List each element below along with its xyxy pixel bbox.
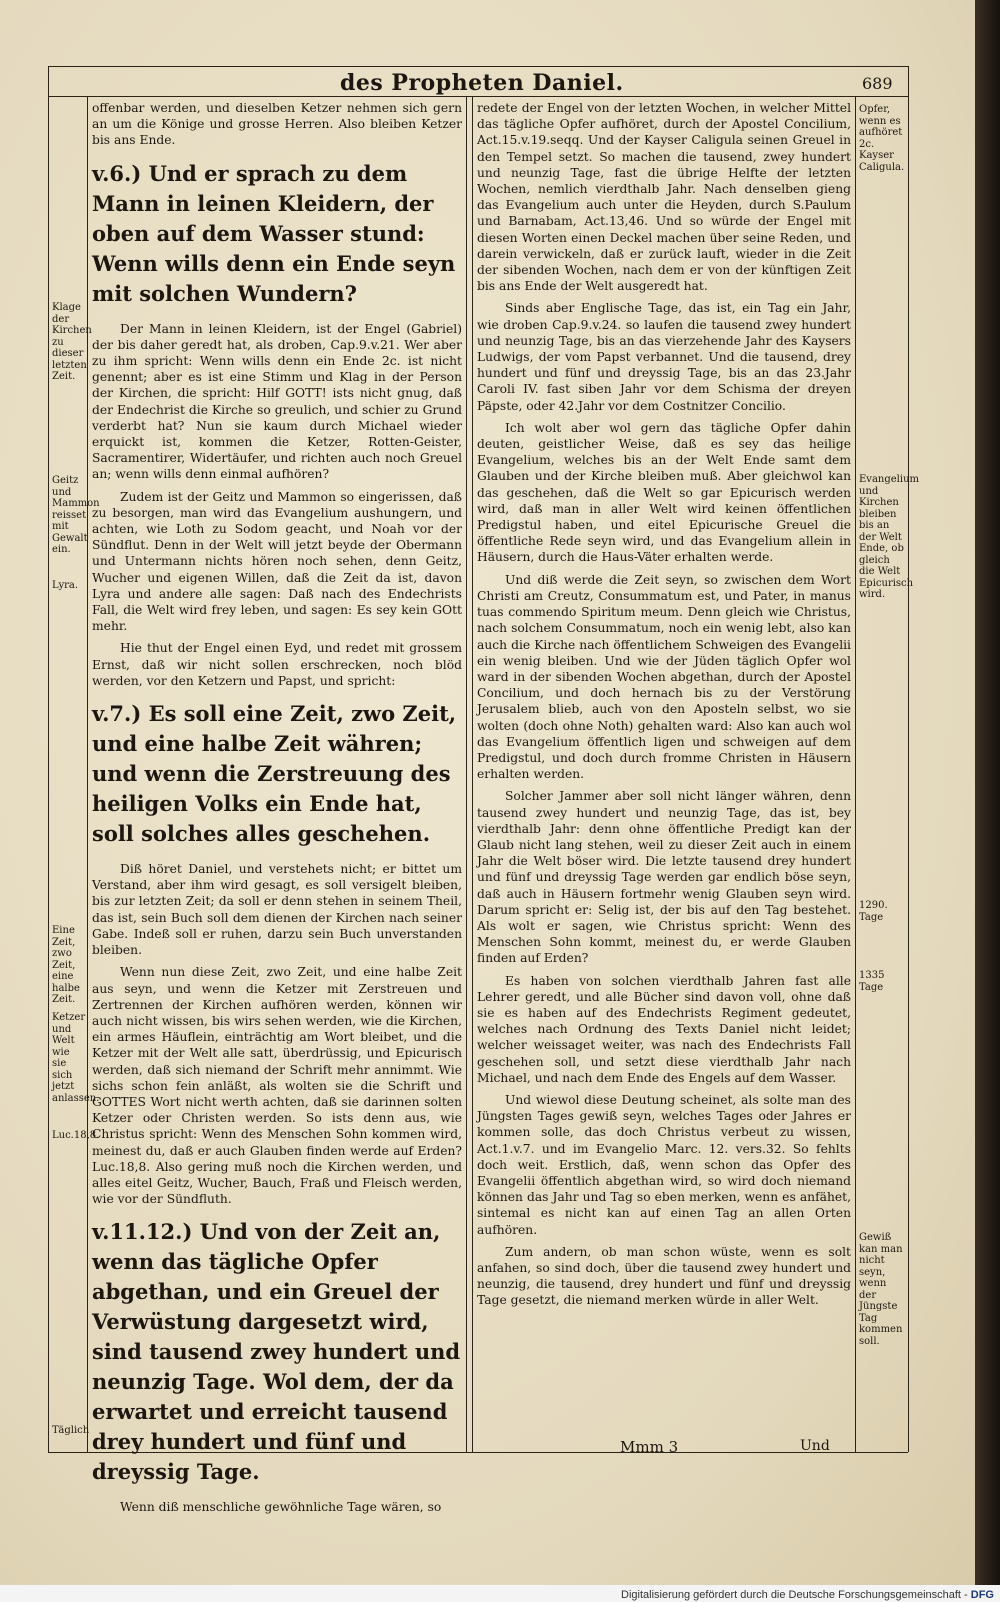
paragraph: Und diß werde die Zeit seyn, so zwischen dem Wort Christi am Creutz, Consummatum est, und Pater, in manus tuas commendo Spiritum meum. Denn gleich wie Christus, nach solchem Consummatum, noch ein wenig lebt, also kan auch die Kirche nach öffentlichem Schweigen des Evangelii ein wenig bleiben. Und wie der Jüden täglich Opfer wol ward in der sibenden Wochen abgethan, durch der Apostel Concilium, und doch hernach bis zu der Verstörung Jerusalem blieb, auch von den Aposteln selbst, wo sie wolten (doch ohne Noth) gehalten ward: Also kan auch wol das Evangelium öffentlich ligen und schweigen auf dem Predigstul, und doch durch fromme Christen in Häusern erhalten werden. <box>477 572 851 782</box>
paragraph: redete der Engel von der letzten Wochen, in welcher Mittel das tägliche Opfer aufhöret, durch der Apostel Concilium, Act.15.v.19.seqq. Und der Kayser Caligula seinen Greuel in den Tempel setzt. So machen die tausend, zwey hundert und neunzig Tage, fast die übrige Helfte der letzten Wochen, nemlich vierdthalb Jahr. Nach denselben gieng das Evangelium auch unter die Heyden, durch S.Paulum und Barnabam, Act.13,46. Und so würde der Engel mit diesen Worten einen Deckel machen über seine Reden, und darein verwickeln, daß er zurück lauft, wieder in die Zeit der sibenden Wochen, nach dem er von der künftigen Zeit bis ans Ende der Welt ausgeredt hat. <box>477 101 851 294</box>
verse-heading: v.11.12.) Und von der Zeit an, wenn das tägliche Opfer abgethan, und ein Greuel der Verwüstung dargesetzt wird, sind tausend zwey hundert und neunzig Tage. Wol dem, der da erwartet und erreicht tausend drey hundert und fünf und dreyssig Tage. <box>92 1219 461 1485</box>
margin-note: Eine Zeit, zwo Zeit, eine halbe Zeit. <box>52 925 80 1005</box>
header-rule <box>48 96 908 97</box>
margin-note: Opfer, wenn es aufhöret 2c. Kayser Caligula. <box>859 104 905 173</box>
credit-text: Digitalisierung gefördert durch die Deutsche Forschungsgemeinschaft - <box>621 1589 968 1601</box>
inner-right-rule <box>855 96 856 1452</box>
margin-note: Luc.18,8. <box>52 1130 100 1141</box>
paragraph: Diß höret Daniel, und verstehets nicht; er bittet um Verstand, aber ihm wird gesagt, es soll versigelt bleiben, bis zur letzten Zeit; da soll er denn stehen in seinem Theil, das ist, sein Buch soll dem dienen der Kirchen nach seiner Gabe. Indeß soll er ruhen, darzu sein Buch unverstanden bleiben. <box>92 862 462 958</box>
margin-note: Ketzer und Welt wie sie sich jetzt anlassen. <box>52 1012 100 1104</box>
paragraph: offenbar werden, und dieselben Ketzer nehmen sich gern an um die Könige und grosse Herren. Also bleiben Ketzer bis ans Ende. <box>92 101 462 148</box>
paragraph: Wenn nun diese Zeit, zwo Zeit, und eine halbe Zeit aus seyn, und wenn die Ketzer mit Zerstreuen und Zertrennen der Kirchen aufhören werden, können wir auch nicht wissen, bis wirs sehen werden, wie die Kirchen, ein armes Häuflein, einträchtig am Wort bleibet, und die Ketzer mit der Welt alle satt, überdrüssig, und Epicurisch werden, daß sich niemand der Schrift mehr annimmt. Wie sichs schon fein anläßt, als wolten sie die Schrift und GOTTES Wort nicht werth achten, daß sie darinnen solten Ketzer oder Christen werden. So ists denn aus, wie Christus spricht: Wenn des Menschen Sohn kommen wird, meinest du, daß er auch Glauben finden werde auf Erden? Luc.18,8. Also gering muß noch die Kirchen werden, und alles eitel Geitz, Wucher, Bauch, Fraß und Fleisch werden, wie vor der Sündfluth. <box>92 965 462 1207</box>
margin-note: Täglich <box>52 1425 90 1436</box>
paragraph: Der Mann in leinen Kleidern, ist der Engel (Gabriel) der bis daher geredt hat, als droben, Cap.9.v.21. Wer aber zu ihm spricht: Wenn wills denn ein Ende 2c. ist nicht genennt; aber es ist eine Stimm und Klag in der Person der Kirchen, die spricht: Hilf GOTT! ists nicht gnug, daß der Endechrist die Kirche so greulich, und schier zu Grund verderbt hat? Nun sie kaum durch Michael wieder erquickt ist, kommen die Ketzer, Rotten-Geister, Sacramentirer, Widertäufer, und richten auch noch Greuel an; wenn wills denn einmal aufhören? <box>92 321 462 482</box>
margin-note: Klage der Kirchen zu dieser letzten Zeit. <box>52 302 92 382</box>
top-rule <box>48 66 908 67</box>
paragraph: Es haben von solchen vierdthalb Jahren fast alle Lehrer geredt, und alle Bücher sind davon voll, ohne daß sie es haben auf des Endechrists Regiment gedeutet, welches nach Ordnung des Texts Daniel nicht leidet; welcher weissaget weiter, was nach des Endechrists Fall geschehen soll, und setzt diese vierdthalb Jahr nach Michael, und nach dem Ende des Engels auf dem Wasser. <box>477 973 851 1085</box>
paragraph: Zum andern, ob man schon wüste, wenn es solt anfahen, so sind doch, über die tausend zwey hundert und neunzig, die tausend, drey hundert und fünf und dreyssig Tage gesetzt, die niemand merken würde in aller Welt. <box>477 1244 851 1308</box>
paragraph: Wenn diß menschliche gewöhnliche Tage wären, so <box>120 1500 442 1515</box>
margin-note: 1290. Tage <box>859 900 888 923</box>
paragraph: Sinds aber Englische Tage, das ist, ein Tag ein Jahr, wie droben Cap.9.v.24. so laufen die tausend zwey hundert und neunzig Tage, bis an das vierzehende Jahr des Kaysers Ludwigs, der vom Papst verbannet. Und die tausend, drey hundert und fünf und dreyssig Tage, bis an das 23.Jahr Caroli IV. fast siben Jahr vor dem Schisma der dreyen Päpste, oder 42.Jahr vor dem Costnitzer Concilio. <box>477 301 851 413</box>
margin-note: Gewiß kan man nicht seyn, wenn der Jüngste Tag kommen soll. <box>859 1232 903 1347</box>
paragraph: Zudem ist der Geitz und Mammon so eingerissen, daß zu besorgen, man wird das Evangelium aushungern, und achten, wie Loth zu Sodom geacht, und Noah vor der Sündflut. Denn in der Welt will jetzt beyde der Obermann und Untermann nichts hören noch sehen, denn Geitz, Wucher und eigenen Willen, daß die Zeit da ist, davon Lyra und andere alle sagen: Daß nach des Endechrists Fall, die Welt wird frey leben, und sagen: Es sey kein GOtt mehr. <box>92 489 462 634</box>
margin-note: Evangelium und Kirchen bleiben bis an der Welt Ende, ob gleich die Welt Epicurisch wird. <box>859 474 919 600</box>
verse-heading: v.7.) Es soll eine Zeit, zwo Zeit, und eine halbe Zeit währen; und wenn die Zerstreuung des heiligen Volks ein Ende hat, soll solches alles geschehen. <box>92 701 457 847</box>
dfg-logo: DFG <box>970 1589 994 1601</box>
column-divider-b <box>472 96 473 1452</box>
paragraph: Hie thut der Engel einen Eyd, und redet mit grossem Ernst, daß wir nicht sollen erschrecken, noch blöd werden, vor den Ketzern und Papst, und spricht: <box>92 641 462 688</box>
digitization-footer <box>0 1585 1000 1602</box>
outer-right-rule <box>908 66 909 1452</box>
page-number: 689 <box>862 74 893 93</box>
column-divider-a <box>466 96 467 1452</box>
catchword: Und <box>800 1438 830 1454</box>
book-spine <box>975 0 1000 1602</box>
margin-note: Lyra. <box>52 580 79 591</box>
paragraph: Solcher Jammer aber soll nicht länger währen, denn tausend zwey hundert und neunzig Tage, das ist, bey vierdthalb Jahr: denn ohne öffentliche Predigt kan der Glaub nicht lang stehen, weil zu dieser Zeit auch in einem Jahr die Welt böser wird. Die letzte tausend drey hundert und fünf und dreyssig Tage werden gar endlich böse seyn, daß auch in Häusern fortmehr wenig Glauben seyn wird. Darum spricht er: Selig ist, der bis auf den Tag bestehet. Als wolt er sagen, wie Christus spricht: Wenn des Menschen Sohn kommt, meinest du, er werde Glauben finden auf Erden? <box>477 789 851 966</box>
footer-credit <box>621 1589 994 1601</box>
outer-left-rule <box>48 66 49 1452</box>
signature-mark: Mmm 3 <box>620 1438 679 1456</box>
running-header: des Propheten Daniel. <box>340 70 624 96</box>
left-column <box>92 100 462 1522</box>
inner-left-rule <box>87 96 88 1452</box>
verse-heading: v.6.) Und er sprach zu dem Mann in leinen Kleidern, der oben auf dem Wasser stund: Wenn wills denn ein Ende seyn mit solchen Wundern? <box>92 160 456 306</box>
paragraph: Und wiewol diese Deutung scheinet, als solte man des Jüngsten Tages gewiß seyn, welches Tages oder Jahres er kommen solle, das doch Christus verbeut zu wissen, Act.1.v.7. und im Evangelio Marc. 12. vers.32. So fehlts doch weit. Erstlich, daß, wenn schon das Opfer des Evangelii öffentlich abgethan wird, so wird doch niemand können das Jahr und Tag so eben merken, wenn es anfähet, sintemal es nicht kan auf einen Tag an allen Orten aufhören. <box>477 1092 851 1237</box>
paragraph: Ich wolt aber wol gern das tägliche Opfer dahin deuten, geistlicher Weise, daß es sey das heilige Evangelium, welches bis an der Welt Ende samt dem Glauben und der Kirche bleiben muß. Aber gleichwol kan das geschehen, daß die Welt so gar Epicurisch werden wird, daß man in aller Welt wird keinen öffentlichen Predigstul haben, und eitel Epicurische Greuel die öffentliche Rede seyn wird, und das Evangelium allein in Häusern, durch die Haus-Väter erhalten werde. <box>477 420 851 565</box>
right-column <box>477 100 851 1315</box>
margin-note: Geitz und Mammon reisset mit Gewalt ein. <box>52 475 100 555</box>
margin-note: 1335 Tage <box>859 970 885 993</box>
